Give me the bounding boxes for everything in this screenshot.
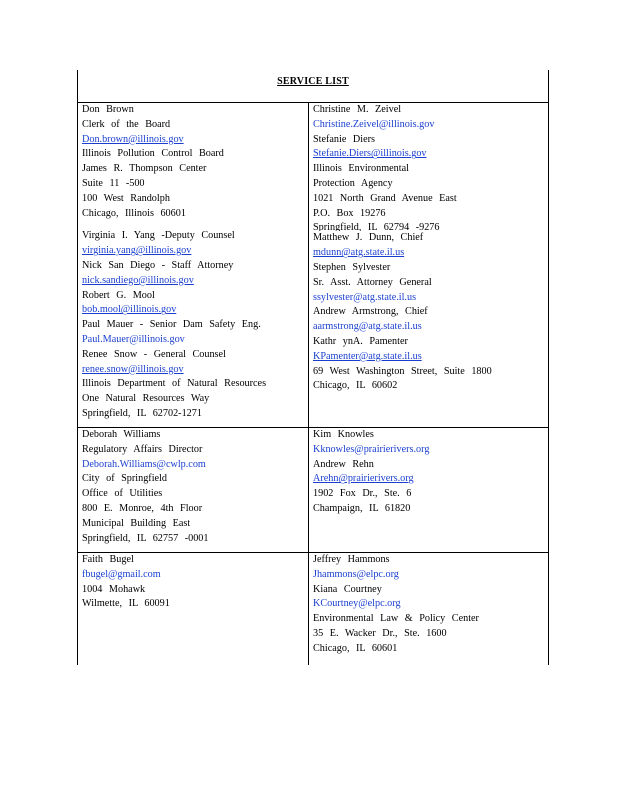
contact-line: City of Springfield <box>82 473 167 485</box>
page-title: SERVICE LIST <box>277 76 349 87</box>
email-link[interactable]: bob.mool@illinois.gov <box>82 304 177 316</box>
contact-line: Illinois Pollution Control Board <box>82 148 224 160</box>
email-link[interactable]: KPamenter@atg.state.il.us <box>313 350 422 362</box>
contact-line: 1004 Mohawk <box>82 583 146 595</box>
contact-line: Springfield, IL 62757 -0001 <box>82 532 209 544</box>
contact-line: Virginia I. Yang -Deputy Counsel <box>82 230 235 242</box>
contact-line: 35 E. Wacker Dr., Ste. 1600 <box>313 627 447 639</box>
contact-line: Stefanie Diers <box>313 133 375 145</box>
email-link[interactable]: Stefanie.Diers@illinois.gov <box>313 148 427 160</box>
contact-line: 1902 Fox Dr., Ste. 6 <box>313 488 412 500</box>
email-link[interactable]: renee.snow@illinois.gov <box>82 363 184 375</box>
contact-line: Chicago, IL 60602 <box>313 380 398 392</box>
contact-line: Kathr ynA. Pamenter <box>313 335 408 347</box>
contact-line: Illinois Department of Natural Resources <box>82 378 267 390</box>
contact-line: 1021 North Grand Avenue East <box>313 192 457 204</box>
contact-line: Renee Snow - General Counsel <box>82 348 226 360</box>
contact-line: Matthew J. Dunn, Chief <box>313 232 424 244</box>
contact-line: One Natural Resources Way <box>82 393 210 405</box>
contact-line: Springfield, IL 62794 -9276 <box>313 222 440 232</box>
email-link[interactable]: mdunn@atg.state.il.us <box>313 247 405 259</box>
email-link[interactable]: virginia.yang@illinois.gov <box>82 245 192 257</box>
contact-cell <box>309 103 549 428</box>
contact-line: Jeffrey Hammons <box>313 554 390 565</box>
contact-line: Municipal Building East <box>82 517 191 529</box>
contact-line: Deborah Williams <box>82 429 161 440</box>
contact-line: Protection Agency <box>313 177 393 189</box>
contact-line: P.O. Box 19276 <box>313 207 386 219</box>
service-list-document <box>77 70 549 665</box>
contact-line: 100 West Randolph <box>82 192 170 204</box>
contact-line: Office of Utilities <box>82 488 163 500</box>
email-link[interactable]: Don.brown@illinois.gov <box>82 133 184 145</box>
contact-line: Springfield, IL 62702-1271 <box>82 407 202 419</box>
contact-line: Faith Bugel <box>82 554 134 565</box>
table-row <box>78 428 549 553</box>
table-row <box>78 103 549 428</box>
contact-line: Chicago, IL 60601 <box>313 642 398 654</box>
email-link[interactable]: Kknowles@prairierivers.org <box>313 443 430 455</box>
service-list-table <box>77 102 549 665</box>
contact-cell <box>78 428 309 553</box>
contact-line: Wilmette, IL 60091 <box>82 598 170 610</box>
contact-line: 800 E. Monroe, 4th Floor <box>82 502 203 514</box>
contact-line: Kiana Courtney <box>313 583 382 595</box>
email-link[interactable]: Jhammons@elpc.org <box>313 568 399 580</box>
contact-cell <box>309 553 549 666</box>
contact-line: Suite 11 -500 <box>82 177 145 189</box>
contact-line: Champaign, IL 61820 <box>313 502 411 514</box>
contact-line: Chicago, Illinois 60601 <box>82 207 186 219</box>
contact-line: Illinois Environmental <box>313 163 409 175</box>
title-row <box>77 70 549 102</box>
contact-line: Stephen Sylvester <box>313 261 391 273</box>
contact-line: 69 West Washington Street, Suite 1800 <box>313 365 492 377</box>
contact-line: Andrew Armstrong, Chief <box>313 306 428 318</box>
contact-line: Andrew Rehn <box>313 458 374 470</box>
contact-line: Kim Knowles <box>313 429 374 440</box>
table-row <box>78 553 549 666</box>
spacer <box>82 221 308 229</box>
contact-line: Sr. Asst. Attorney General <box>313 276 432 288</box>
email-link[interactable]: aarmstrong@atg.state.il.us <box>313 321 422 333</box>
contact-line: Christine M. Zeivel <box>313 104 402 115</box>
contact-line: Nick San Diego - Staff Attorney <box>82 259 234 271</box>
email-link[interactable]: Paul.Mauer@illinois.gov <box>82 333 185 345</box>
contact-cell <box>78 103 309 428</box>
email-link[interactable]: ssylvester@atg.state.il.us <box>313 291 417 303</box>
contact-line: Robert G. Mool <box>82 289 155 301</box>
contact-line: Environmental Law & Policy Center <box>313 613 479 625</box>
email-link[interactable]: Arehn@prairierivers.org <box>313 473 414 485</box>
email-link[interactable]: fbugel@gmail.com <box>82 568 161 580</box>
email-link[interactable]: KCourtney@elpc.org <box>313 598 401 610</box>
contact-cell <box>309 428 549 553</box>
contact-line: Paul Mauer - Senior Dam Safety Eng. <box>82 319 261 331</box>
email-link[interactable]: nick.sandiego@illinois.gov <box>82 274 194 286</box>
contact-line: Regulatory Affairs Director <box>82 443 203 455</box>
contact-cell <box>78 553 309 666</box>
contact-line: James R. Thompson Center <box>82 163 207 175</box>
contact-line: Clerk of the Board <box>82 118 171 130</box>
contact-line: Don Brown <box>82 104 134 115</box>
email-link[interactable]: Deborah.Williams@cwlp.com <box>82 458 206 470</box>
email-link[interactable]: Christine.Zeivel@illinois.gov <box>313 118 435 130</box>
